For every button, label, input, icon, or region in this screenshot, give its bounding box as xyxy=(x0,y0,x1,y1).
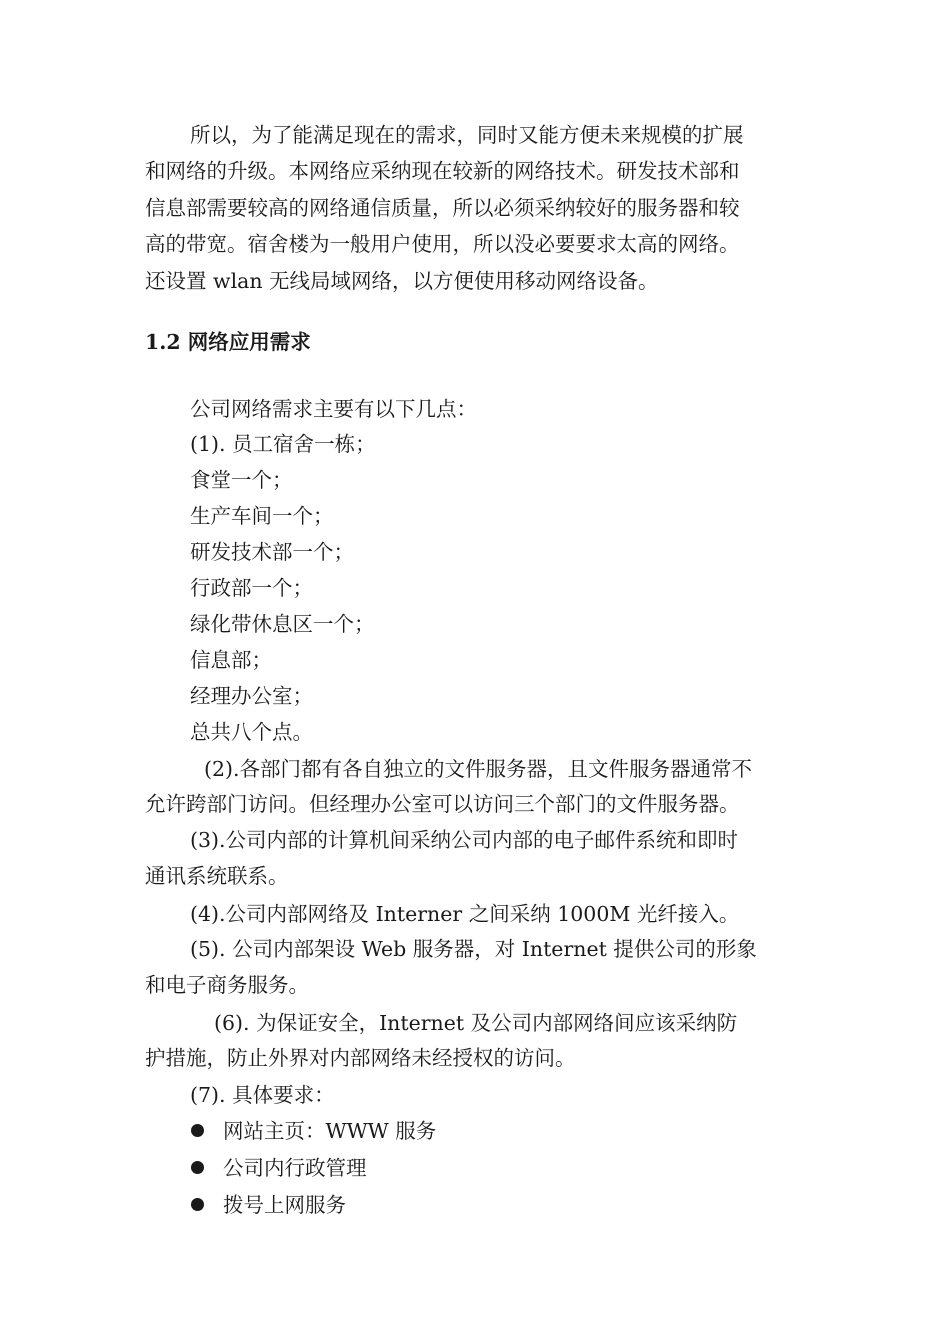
point-line-9: 总共八个点。 xyxy=(190,720,313,744)
section-heading: 1.2 网络应用需求 xyxy=(145,330,311,354)
intro-line-5: 还设置 wlan 无线局域网络，以方便使用移动网络设备。 xyxy=(145,269,659,293)
intro-line-4: 高的带宽。宿舍楼为一般用户使用，所以没必要要求太高的网络。 xyxy=(145,232,740,256)
item3-line-2: 通讯系统联系。 xyxy=(145,864,289,888)
bullet-dot-icon xyxy=(191,1198,204,1211)
point-line-6: 绿化带休息区一个； xyxy=(190,612,375,636)
point-line-5: 行政部一个； xyxy=(190,576,313,600)
point-line-2: 食堂一个； xyxy=(190,468,293,492)
intro-line-1: 所以，为了能满足现在的需求，同时又能方便未来规模的扩展 xyxy=(190,123,744,147)
item2-line-1: (2).各部门都有各自独立的文件服务器，且文件服务器通常不 xyxy=(204,757,753,781)
item7-line: (7). 具体要求： xyxy=(190,1083,335,1107)
point-line-4: 研发技术部一个； xyxy=(190,540,354,564)
point-line-7: 信息部； xyxy=(190,648,272,672)
point-line-1: (1). 员工宿舍一栋； xyxy=(190,432,376,456)
item6-line-2: 护措施，防止外界对内部网络未经授权的访问。 xyxy=(145,1046,576,1070)
bullet-item-3: 拨号上网服务 xyxy=(223,1193,346,1217)
intro-line-2: 和网络的升级。本网络应采纳现在较新的网络技术。研发技术部和 xyxy=(145,159,740,183)
point-line-3: 生产车间一个； xyxy=(190,504,334,528)
item2-line-2: 允许跨部门访问。但经理办公室可以访问三个部门的文件服务器。 xyxy=(145,792,740,816)
item5-line-1: (5). 公司内部架设 Web 服务器，对 Internet 提供公司的形象 xyxy=(190,937,757,961)
requirements-intro: 公司网络需求主要有以下几点： xyxy=(190,397,477,421)
item4-line-1: (4).公司内部网络及 Interner 之间采纳 1000M 光纤接入。 xyxy=(190,902,740,926)
intro-line-3: 信息部需要较高的网络通信质量，所以必须采纳较好的服务器和较 xyxy=(145,196,740,220)
bullet-dot-icon xyxy=(191,1161,204,1174)
bullet-dot-icon xyxy=(191,1124,204,1137)
bullet-item-1: 网站主页：WWW 服务 xyxy=(223,1119,437,1143)
item6-line-1: (6). 为保证安全，Internet 及公司内部网络间应该采纳防 xyxy=(214,1011,738,1035)
point-line-8: 经理办公室； xyxy=(190,684,313,708)
item5-line-2: 和电子商务服务。 xyxy=(145,973,309,997)
bullet-item-2: 公司内行政管理 xyxy=(223,1156,367,1180)
item3-line-1: (3).公司内部的计算机间采纳公司内部的电子邮件系统和即时 xyxy=(190,828,739,852)
